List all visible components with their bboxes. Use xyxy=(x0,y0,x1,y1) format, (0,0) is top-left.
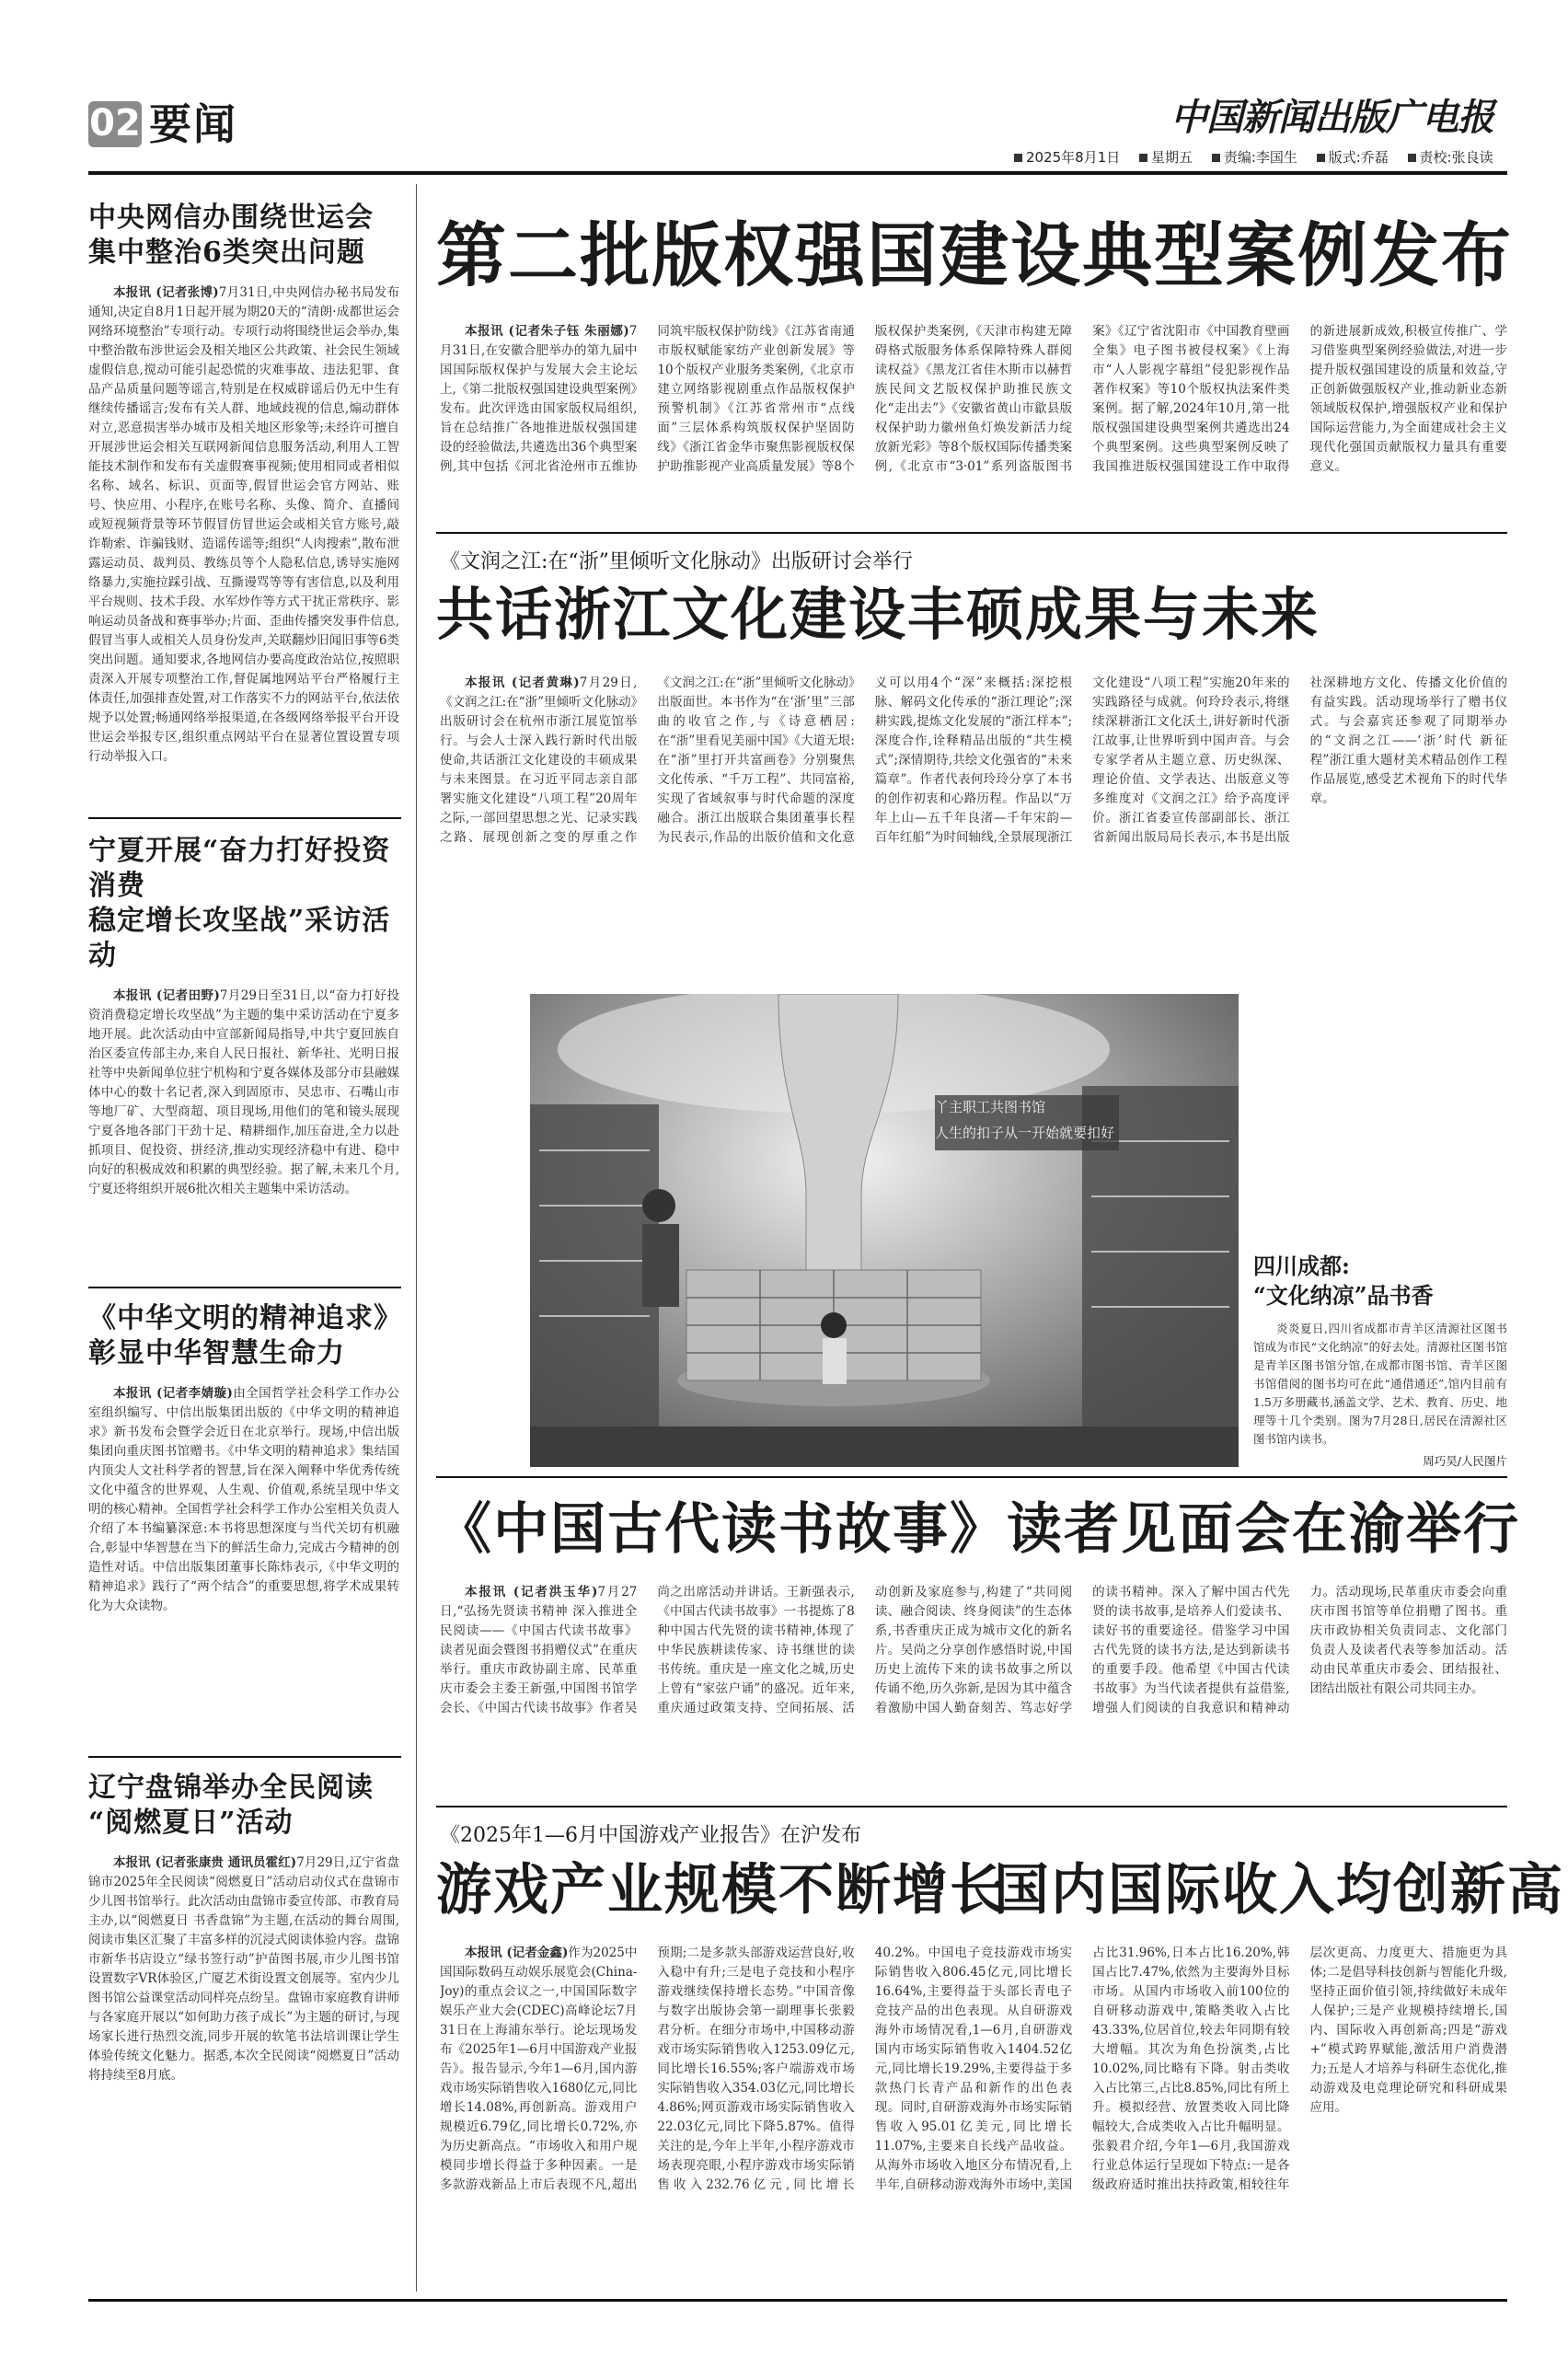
left-rule-1 xyxy=(88,817,401,819)
main-headline-2: 共话浙江文化建设丰硕成果与未来 xyxy=(436,581,1320,648)
column-divider xyxy=(416,184,417,2292)
main-rule-1 xyxy=(436,532,1507,534)
left-article-3 xyxy=(88,1301,402,1806)
article-4-kicker: 《2025年1—6月中国游戏产业报告》在沪发布 xyxy=(440,1824,861,1847)
article-title: 中央网信办围绕世运会 集中整治6类突出问题 xyxy=(88,202,374,269)
caption-text: 炎炎夏日,四川省成都市青羊区清源社区图书馆成为市民“文化纳凉”的好去处。清源社区图书馆是青羊区图书馆分馆,在成都市图书馆、青羊区图书馆借阅的图书均可在此“通借通还”,馆内目前有1.5万多册藏书,涵盖文学、艺术、教育、历史、地理等十几个类别。图为7月28日,居民在清源社区图书馆内读书。 xyxy=(1253,1322,1507,1446)
header-editor: 责编:李国生 xyxy=(1223,149,1297,166)
main-article-1-body xyxy=(440,322,1507,515)
article-body: 本报讯 (记者张康贵 通讯员霍红)7月29日,辽宁省盘锦市2025年全民阅读“阅燃夏日”活动启动仪式在盘锦市少儿图书馆举行。此次活动由盘锦市委宣传部、市教育局主办,以“阅燃夏日 书香盘锦”为主题,在活动的舞台周围,阅读市集区汇聚了丰富多样的沉浸式阅读体验内容。盘锦市新华书店设立“绿书签行动”护苗图书展,市少儿图书馆设置数字VR体验区,广厦艺术街设置文创展等。室内少儿图书馆公益课堂活动同样亮点纷呈。盘锦市家庭教育讲师与各家庭开展以“如何助力孩子成长”为主题的研讨,与现场家长进行热烈交流,同步开展的软笔书法培训课让学生体验传统文化魅力。据悉,本次全民阅读“阅燃夏日”活动将持续至8月底。 xyxy=(88,1855,399,2083)
footer-rule xyxy=(88,2299,1507,2302)
main-headline-3: 《中国古代读书故事》读者见面会在渝举行 xyxy=(436,1497,1520,1562)
caption-title: 四川成都: “文化纳凉”品书香 xyxy=(1253,1253,1434,1309)
page-header xyxy=(88,96,1505,169)
main-article-3-body: 本报讯 (记者洪玉华)7月27日,“弘扬先贤读书精神 深入推进全民阅读——《中国古代读书故事》读者见面会暨图书捐赠仪式”在重庆举行。重庆市政协副主席、民革重庆市委会主委王新强,中国图书馆学会长、《中国古代读书故事》作者吴尚之出席活动并讲话。王新强表示,《中国古代读书故事》一书提炼了8种中国古代先贤的读书精神,体现了中华民族耕读传家、诗书继世的读书传统。重庆是一座文化之城,历史上曾有“家弦户诵”的盛况。近年来,重庆通过政策支持、空间拓展、活动创新及家庭参与,构建了“共同阅读、融合阅读、终身阅读”的生态体系,书香重庆正成为城市文化的新名片。吴尚之分享创作感悟时说,中国历史上流传下来的读书故事之所以传诵不绝,历久弥新,是因为其中蕴含着激励中国人勤奋刻苦、笃志好学的读书精神。深入了解中国古代先贤的读书故事,是培养人们爱读书、读好书的重要途径。借鉴学习中国古代先贤的读书方法,是达到新读书的重要手段。他希望《中国古代读书故事》为当代读者提供有益借鉴,增强人们阅读的自我意识和精神动力。活动现场,民革重庆市委会向重庆市图书馆等单位捐赠了图书。重庆市政协相关负责同志、文化部门负责人及读者代表等参加活动。活动由民革重庆市委会、团结报社、团结出版社有限公司共同主办。 xyxy=(440,1585,1507,1715)
main-rule-3 xyxy=(436,1806,1507,1807)
header-weekday: 星期五 xyxy=(1151,149,1193,166)
section-name: 要闻 xyxy=(149,99,237,149)
photo-sign-2: 人生的扣子从一开始就要扣好 xyxy=(935,1125,1115,1141)
header-date: 2025年8月1日 xyxy=(1026,149,1121,166)
main-headline-1: 第二批版权强国建设典型案例发布 xyxy=(436,214,1513,296)
main-article-4-body: 本报讯 (记者金鑫)作为2025中国国际数码互动娱乐展览会(China-Joy)的重点会议之一,中国国际数字娱乐产业大会(CDEC)高峰论坛7月31日在上海浦东举行。论坛现场发布《2025年1—6月中国游戏产业报告》。报告显示,今年1—6月,国内游戏市场实际销售收入1680亿元,同比增长14.08%,再创新高。游戏用户规模近6.79亿,同比增长0.72%,亦为历史新高点。“市场收入和用户规模同步增长得益于多种因素。一是多款游戏新品上市后表现不凡,超出预期;二是多款头部游戏运营良好,收入稳中有升;三是电子竞技和小程序游戏继续保持增长态势。”中国音像与数字出版协会第一副理事长张毅君分析。在细分市场中,中国移动游戏市场实际销售收入1253.09亿元,同比增长16.55%;客户端游戏市场实际销售收入354.03亿元,同比增长4.86%;网页游戏市场实际销售收入22.03亿元,同比下降5.87%。值得关注的是,今年上半年,小程序游戏市场表现亮眼,小程序游戏市场实际销售收入232.76亿元,同比增长40.2%。中国电子竞技游戏市场实际销售收入806.45亿元,同比增长16.64%,主要得益于头部长青电子竞技产品的出色表现。从自研游戏海外市场情况看,1—6月,自研游戏国内市场实际销售收入1404.52亿元,同比增长19.29%,主要得益于多款热门长青产品和新作的出色表现。同时,自研游戏海外市场实际销售收入95.01亿美元,同比增长11.07%,主要来自长线产品收益。从海外市场收入地区分布情况看,上半年,自研移动游戏海外市场中,美国占比31.96%,日本占比16.20%,韩国占比7.47%,依然为主要海外目标市场。从国内市场收入前100位的自研移动游戏中,策略类收入占比43.33%,位居首位,较去年同期有较大增幅。其次为角色扮演类,占比10.02%,同比略有下降。射击类收入占比第三,占比8.85%,同比有所上升。模拟经营、放置类收入同比降幅较大,合成类收入占比升幅明显。张毅君介绍,今年1—6月,我国游戏行业总体运行呈现如下特点:一是各级政府适时推出扶持政策,相较往年层次更高、力度更大、措施更为具体;二是倡导科技创新与智能化升级,坚持正面价值引领,持续做好未成年人保护;三是产业规模持续增长,国内、国际收入再创新高;四是“游戏+”模式跨界赋能,激活用户消费潜力;五是人才培养与科研生态优化,推动游戏及电竞理论研究和科研成果应用。 xyxy=(440,1946,1507,2192)
article-title: 辽宁盘锦举办全民阅读 “阅燃夏日”活动 xyxy=(88,1772,374,1839)
main-headline-4-left: 游戏产业规模不断增长 xyxy=(436,1858,1007,1923)
text-column: 本报讯 (记者朱子钰 朱丽娜)7月31日,在安徽合肥举办的第九届中国国际版权保护与发展大会主论坛上,《第二批版权强国建设典型案例》发布。此次评选由国家版权局组织,旨在总结推广各地推进版权强国建设的经验做法,共遴选出36个典型案例,其中包括《河北省沧州市五维协同筑牢版权保护防线》《江苏省南通市版权赋能家纺产业创新发展》等10个版权产业服务类案例,《北京市建立网络影视剧重点作品版权保护预警机制》《江苏省常州市“点线面”三层体系构筑版权保护坚固防线》《浙江省金华市聚焦影视版权保护助推影视产业高质量发展》等8个版权保护类案例,《天津市构建无障碍格式版服务体系保障特殊人群阅读权益》《黑龙江省佳木斯市以赫哲族民间文艺版权保护助推民族文化“走出去”》《安徽省黄山市歙县版权保护助力徽州鱼灯焕发新活力绽放新光彩》等8个版权国际传播类案例,《北京市“3·01”系列盗版图书案》《辽宁省沈阳市《中国教育壁画全集》电子图书被侵权案》《上海市“人人影视字幕组”侵犯影视作品著作权案》等10个版权执法案件类案例。据了解,2024年10月,第一批版权强国建设典型案例共遴选出24个典型案例。这些典型案例反映了我国推进版权强国建设工作中取得的新进展新成效,积极宣传推广、学习借鉴典型案例经验做法,对进一步提升版权强国建设的质量和效益,守正创新做强版权产业,推动新业态新领域版权保护,增强版权产业和保护国际运营能力,为全面建成社会主义现代化强国贡献版权力量具有重要意义。 xyxy=(440,324,1507,474)
header-meta xyxy=(1014,147,1493,167)
left-article-1 xyxy=(88,201,399,810)
left-rule-3 xyxy=(88,1756,401,1758)
left-rule-2 xyxy=(88,1287,401,1288)
photo-sign-1: 丫主职工共图书馆 xyxy=(935,1099,1046,1115)
article-title: 《中华文明的精神追求》 彰显中华智慧生命力 xyxy=(88,1302,402,1369)
header-proof: 责校:张良读 xyxy=(1419,149,1493,166)
article-body: 本报讯 (记者田野)7月29日至31日,以“奋力打好投资消费稳定增长攻坚战”为主题的集中采访活动在宁夏多地开展。此次活动由中宣部新闻局指导,中共宁夏回族自治区委宣传部主办,来自人民日报社、新华社、光明日报社等中央新闻单位驻宁机构和宁夏各媒体及部分市县融媒体中心的数十名记者,深入到固原市、吴忠市、石嘴山市等地厂矿、大型商超、项目现场,用他们的笔和镜头展现宁夏各地各部门干劲十足、精耕细作,加压奋进,全力以赴抓项目、促投资、拼经济,推动实现经济稳中有进、稳中向好的积极成效和积累的典型经验。据了解,未来几个月,宁夏还将组织开展6批次相关主题集中采访活动。 xyxy=(88,988,399,1196)
main-headline-4-right: 国内国际收入均创新高 xyxy=(994,1858,1564,1923)
article-body: 本报讯 (记者李婧璇)由全国哲学社会科学工作办公室组织编写、中信出版集团出版的《中华文明的精神追求》新书发布会暨学会近日在北京举行。现场,中信出版集团向重庆图书馆赠书。《中华文明的精神追求》集结国内顶尖人文社科学者的智慧,旨在深入阐释中华优秀传统文化中蕴含的世界观、人生观、价值观,系统呈现中华文明的核心精神。全国哲学社会科学工作办公室相关负责人介绍了本书编纂深意:本书将思想深度与当代关切有机融合,彰显中华智慧在当下的鲜活生命力,完成古今精神的创造性对话。中信出版集团董事长陈炜表示,《中华文明的精神追求》践行了“两个结合”的重要思想,将学术成果转化为大众读物。 xyxy=(88,1386,399,1613)
main-article-2-body: 本报讯 (记者黄琳)7月29日,《文润之江:在“浙”里倾听文化脉动》出版研讨会在杭州市浙江展览馆举行。与会人士深入践行新时代出版使命,共话浙江文化建设的丰硕成果与未来图景。在习近平同志亲自部署实施文化建设“八项工程”20周年之际,一部回望思想之光、记录实践之路、展现创新之变的厚重之作《文润之江:在“浙”里倾听文化脉动》出版面世。本书作为“在‘浙’里”三部曲的收官之作,与《诗意栖居:在“浙”里看见美丽中国》《大道无垠:在“浙”里打开共富画卷》分别聚焦文化传承、“千万工程”、共同富裕,实现了省域叙事与时代命题的深度融合。浙江出版联合集团董事长程为民表示,作品的出版价值和文化意义可以用4个“深”来概括:深挖根脉、解码文化传承的“浙江理论”;深耕实践,提炼文化发展的“浙江样本”;深度合作,诠释精品出版的“共生模式”;深情期待,共绘文化强省的“未来篇章”。作者代表何玲玲分享了本书的创作初衷和心路历程。作品以“万年上山—五千年良渚—千年宋韵—百年红船”为时间轴线,全景展现浙江文化建设“八项工程”实施20年来的实践路径与成就。何玲玲表示,将继续深耕浙江文化沃土,讲好新时代浙江故事,让世界听到中国声音。与会专家学者从主题立意、历史纵深、理论价值、文学表达、出版意义等多维度对《文润之江》给予高度评价。浙江省委宣传部副部长、浙江省新闻出版局局长表示,本书是出版社深耕地方文化、传播文化价值的有益实践。活动现场举行了赠书仪式。与会嘉宾还参观了同期举办的“文润之江——‘浙’时代 新征程”浙江重大题材美术精品创作工程作品展览,感受艺术视角下的时代华章。 xyxy=(440,676,1507,845)
main-rule-2 xyxy=(436,1476,1507,1478)
masthead-logo: 中国新闻出版广电报 xyxy=(1170,96,1493,139)
photo-graphic xyxy=(530,994,1239,1467)
article-2-kicker: 《文润之江:在“浙”里倾听文化脉动》出版研讨会举行 xyxy=(440,550,913,573)
photo-credit: 周巧昊/人民图片 xyxy=(1423,1454,1507,1468)
bookstore-photo xyxy=(530,994,1239,1467)
page-number: 02 xyxy=(89,102,141,144)
header-rule xyxy=(88,171,1507,175)
left-article-4 xyxy=(88,1771,399,2266)
article-body: 本报讯 (记者张博)7月31日,中央网信办秘书局发布通知,决定自8月1日起开展为期20天的“清朗·成都世运会网络环境整治”专项行动。专项行动将围绕世运会举办,集中整治散布涉世运会及相关地区公共政策、社会民生领域虚假信息,搅动可能引起恐慌的灾难事故、违法犯罪、食品产品质量问题等谣言,特别是在权威辟谣后仍无中生有继续传播谣言;发布有关人群、地域歧视的信息,煽动群体对立,恶意损害举办城市及相关地区形象等;未经许可擅自开展涉世运会相关互联网新闻信息服务活动,利用人工智能技术制作和发布有关虚假赛事视频;使用相同或者相似名称、域名、标识、页面等,假冒世运会官方网站、账号、快应用、小程序,在账号名称、头像、简介、直播间或短视频背景等环节假冒仿冒世运会或相关官方账号,敲诈勒索、诈骗钱财、造谣传谣等;组织“人肉搜索”,散布泄露运动员、裁判员、教练员等个人隐私信息,诱导实施网络暴力,实施拉踩引战、互撕谩骂等等有害信息,以及利用平台规则、技术手段、水军炒作等方式干扰正常秩序、影响运动员备战和赛事举办;片面、歪曲传播突发事件信息,假冒当事人或相关人员身份发声,关联翻炒旧闻旧事等6类突出问题。通知要求,各地网信办要高度政治站位,按照职责深入开展专项整治工作,督促属地网站平台严格履行主体责任,加强排查处置,对工作落实不力的网站平台,依法依规予以处置;畅通网络举报渠道,在各级网络举报平台开设世运会举报专区,组织重点网站平台在显著位置设置专项行动举报入口。 xyxy=(88,285,399,764)
header-designer: 版式:乔磊 xyxy=(1328,149,1389,166)
photo-caption xyxy=(1253,1252,1507,1469)
article-title: 宁夏开展“奋力打好投资消费 稳定增长攻坚战”采访活动 xyxy=(88,835,391,972)
